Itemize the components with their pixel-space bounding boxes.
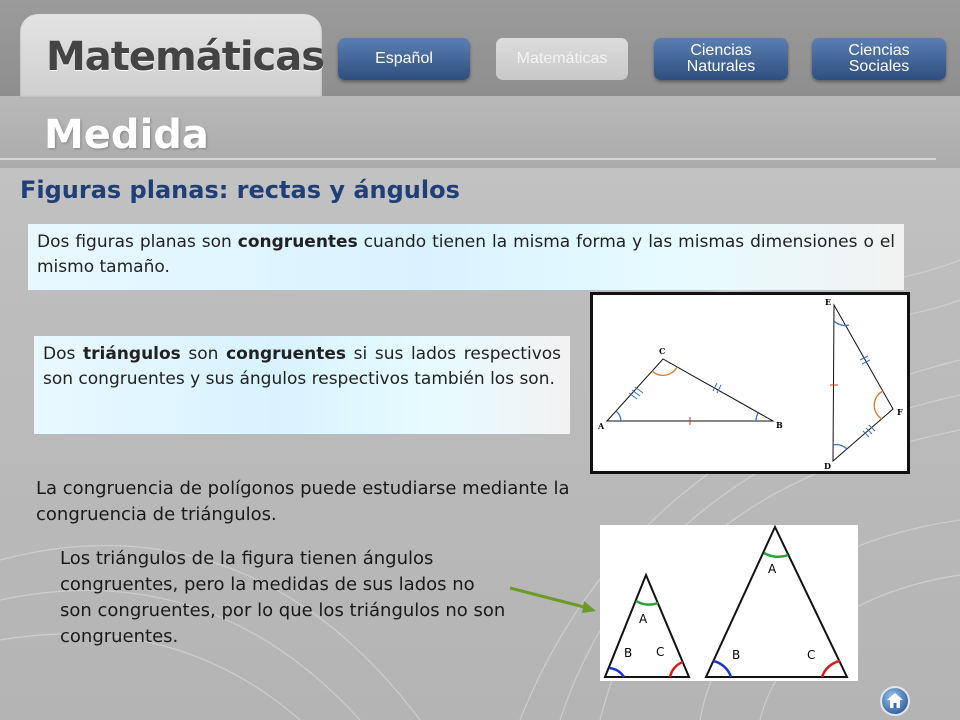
box2-bold-1: triángulos xyxy=(82,344,181,364)
box2-bold-2: congruentes xyxy=(226,344,347,364)
nav-cn-line1: Ciencias xyxy=(690,42,752,59)
similar-triangles-figure xyxy=(600,525,858,681)
nav-cs-line1: Ciencias xyxy=(848,42,910,59)
nav-ciencias-sociales-label xyxy=(848,43,909,75)
large-label-c: C xyxy=(807,648,816,662)
small-triangle xyxy=(605,575,689,677)
angle-c-arc xyxy=(652,367,677,375)
nav-matematicas-label: Matemáticas xyxy=(516,50,608,67)
label-a: A xyxy=(598,421,605,431)
similar-triangles-svg xyxy=(600,525,858,681)
angle-a-arc xyxy=(616,411,621,421)
box1-text-2: cuando tienen la misma forma y las mismas dimensiones o el mismo tamaño. xyxy=(37,232,896,277)
label-c: C xyxy=(659,346,666,356)
box1-bold: congruentes xyxy=(237,232,358,252)
nav-espanol-button[interactable] xyxy=(338,38,470,80)
congruent-triangles-svg xyxy=(593,295,907,471)
definition-box-figures xyxy=(28,224,904,290)
label-d: D xyxy=(824,461,831,471)
congruent-triangles-figure xyxy=(590,292,910,474)
definition-box-triangles xyxy=(34,336,570,434)
nav-ciencias-naturales-button[interactable] xyxy=(654,38,788,80)
section-title: Medida xyxy=(44,112,209,158)
angle-b-arc xyxy=(756,413,758,421)
label-b: B xyxy=(776,420,783,430)
small-angle-b-arc xyxy=(609,668,624,677)
small-label-b: B xyxy=(624,646,633,660)
small-label-c: C xyxy=(656,645,665,659)
subject-title: Matemáticas xyxy=(46,34,325,80)
home-icon xyxy=(882,688,908,714)
nav-cn-line2: Naturales xyxy=(686,58,756,75)
label-e: E xyxy=(825,297,832,307)
small-angle-c-arc xyxy=(670,662,683,677)
large-label-a: A xyxy=(768,562,777,576)
box2-text-1: Dos xyxy=(43,344,83,364)
large-label-b: B xyxy=(732,648,741,662)
angle-d-arc xyxy=(833,445,847,449)
nav-ciencias-naturales-label xyxy=(687,43,755,75)
triangle-abc xyxy=(607,359,773,421)
box1-text-1: Dos figuras planas son xyxy=(37,232,238,252)
angle-e-arc xyxy=(834,321,849,325)
small-label-a: A xyxy=(639,612,648,626)
section-divider xyxy=(0,158,936,160)
nav-ciencias-sociales-button[interactable] xyxy=(812,38,946,80)
paragraph-polygon-congruence: La congruencia de polígonos puede estudiarse mediante la congruencia de triángulos. xyxy=(36,478,570,525)
nav-espanol-label: Español xyxy=(375,50,433,67)
large-angle-a-arc xyxy=(764,553,788,557)
large-angle-b-arc xyxy=(713,661,731,677)
pointer-arrow xyxy=(506,582,600,616)
label-f: F xyxy=(897,407,903,417)
angle-f-arc xyxy=(874,391,883,419)
large-triangle xyxy=(706,527,847,677)
nav-cs-line2: Sociales xyxy=(848,58,910,75)
triangle-def xyxy=(833,305,893,461)
box2-text-3: si sus lados respectivos son congruentes y sus ángulos respectivos también los son. xyxy=(43,344,562,389)
small-angle-a-arc xyxy=(636,601,658,605)
home-button[interactable] xyxy=(880,686,910,716)
nav-matematicas-button[interactable] xyxy=(496,38,628,80)
subtitle: Figuras planas: rectas y ángulos xyxy=(20,176,460,204)
large-angle-c-arc xyxy=(822,661,840,677)
box2-text-2: son xyxy=(180,344,227,364)
paragraph-similar-triangles: Los triángulos de la figura tienen ángulos congruentes, pero la medidas de sus lados no son congruentes, por lo que los triángulos no son congruentes. xyxy=(60,548,506,647)
